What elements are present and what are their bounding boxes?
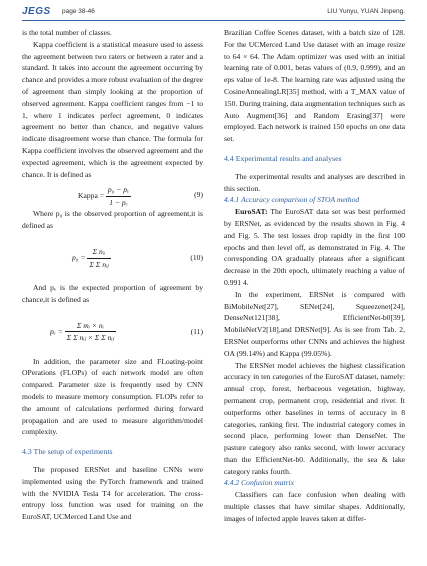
equation-11-numerator: Σ mᵢ × nᵢ xyxy=(65,320,116,333)
equation-11-lhs: pₑ = xyxy=(50,326,63,336)
run-in-heading: EuroSAT: xyxy=(235,207,268,217)
equation-9-number: (9) xyxy=(194,190,203,200)
subsection-heading-4-4-2: 4.4.2 Confusion matrix xyxy=(224,478,295,488)
section-heading-4-3: 4.3 The setup of experiments xyxy=(22,447,113,457)
paragraph-confusion: Classifiers can face confusion when dealing with multiple classes that have similar shapes. Additionally, images of infected apple leaves taken at differ- xyxy=(224,490,405,523)
page-header xyxy=(22,6,405,20)
equation-11-denominator: Σ Σ nᵢⱼ × Σ Σ nᵢⱼ xyxy=(66,333,114,343)
left-column xyxy=(22,27,203,523)
paragraph-kappa: Kappa coefficient is a statistical measure used to assess the agreement between two raters or between a rater and a standard. It takes into account the agreement occurring by chance and provides a more robust evaluation of the degree of agreement than simply looking at the proportion of observed agreement. Kappa coefficient ranges from −1 to 1, where 1 indicates perfect agreement, 0 indicates agreement no better than chance, and negative values indicate disagreement worse than chance. The formula for Kappa coefficient involves the observed agreement and the expected agreement, which is the agreement expected by chance. It is defined as xyxy=(22,39,203,179)
paragraph: And pₑ is the expected proportion of agreement by chance,it is defined as xyxy=(22,282,203,304)
equation-11 xyxy=(22,310,203,352)
paragraph-eurosat: EuroSAT: The EuroSAT data set was best performed by ERSNet, as evidenced by the results shown in Fig. 4 and Fig. 5. The test losses drop rapidly in the first 100 epochs and then level off, as demonstrated in Fig. 4. The corresponding OA gradually plateaus after a significant decrease in the 20th epoch, ultimately reaching a value of 0.991 4. xyxy=(224,207,405,287)
equation-10-denominator: Σ Σ nᵢⱼ xyxy=(89,259,109,269)
equation-11-number: (11) xyxy=(190,326,203,336)
paragraph-comparison: In the experiment, ERSNet is compared with BiMobileNet[27], SENet[24], Squeezenet[24], DenseNet121[38], EfficientNet-b0[39], MobileNetV2[18],and DRSNet[9]. As is see from Tab. 2, ERSNet outperforms other CNNs and achieves the highest OA (99.14%) and Kappa (99.05%). xyxy=(224,289,405,358)
equation-10-lhs: p₀ = xyxy=(72,253,86,262)
paragraph-training: Brazilian Coffee Scenes dataset, with a batch size of 128. For the UCMerced Land Use dataset with an image resize to 64 × 64. The Adam optimizer was used with an initial learning rate of 0.001, betas values of (0.9, 0.999), and an eps value of 1e-8. The learning rate was adjusted using the CosineAnnealingLR[35] method, with a T_MAX value of 150. During training, data augmentation techniques such as Auto Augment[36] and Random Erasing[37] were employed. Each network is trained 150 epochs on one data set. xyxy=(224,28,405,144)
equation-9-denominator: 1 − pₑ xyxy=(109,198,128,208)
equation-10-numerator: Σ nᵢᵢ xyxy=(87,246,110,259)
journal-logo: JEGS xyxy=(22,6,51,17)
paragraph-flops: In addition, the parameter size and FLoating-point OPerations (FLOPs) of each network model are often compared. Parameter size is frequently used by CNN models to measure memory consumption. FLOPs refer to the amount of calculations performed during forward propagation and are used to measure algorithm/model complexity. xyxy=(22,356,203,437)
equation-9-numerator: p₀ − pₑ xyxy=(106,184,131,197)
page-range: page 38-46 xyxy=(62,8,95,15)
equation-10 xyxy=(22,236,203,278)
paragraph: The experimental results and analyses are described in this section. xyxy=(224,171,405,193)
paragraph: is the total number of classes. xyxy=(22,28,112,37)
equation-9-lhs: Kappa = xyxy=(78,191,104,201)
paragraph-categories: The ERSNet model achieves the highest classification accuracy in ten categories of the EuroSAT dataset, namely: annual crop, forest, herbaceous vegetation, highway, permanent crop, permanent crop, residential and river. It outperforms other baselines in terms of accuracy in 8 categories, ranking first. The industrial category comes in second place, performing lower than DenseNet. The pasture category also ranks second, with lower accuracy than the EfficientNet-b0. Additionally, the sea & lake category ranks fourth. xyxy=(224,360,405,476)
section-heading-4-4: 4.4 Experimental results and analyses xyxy=(224,153,342,163)
right-column xyxy=(224,27,405,525)
equation-10-number: (10) xyxy=(190,252,203,262)
paragraph-setup: The proposed ERSNet and baseline CNNs were implemented using the PyTorch framework and trained with the NVIDIA Tesla T4 for acceleration. The cross-entropy loss function was used for training on the EuroSAT, UCMerced Land Use and xyxy=(22,464,203,522)
running-authors: LIU Yunyu, YUAN Jinpeng. xyxy=(327,8,405,15)
equation-9 xyxy=(22,184,203,208)
paragraph: Where p₀ is the observed proportion of agreement,it is defined as xyxy=(22,209,203,231)
header-rule xyxy=(22,20,405,21)
subsection-heading-4-4-1: 4.4.1 Accuracy comparison of STOA method xyxy=(224,195,360,205)
